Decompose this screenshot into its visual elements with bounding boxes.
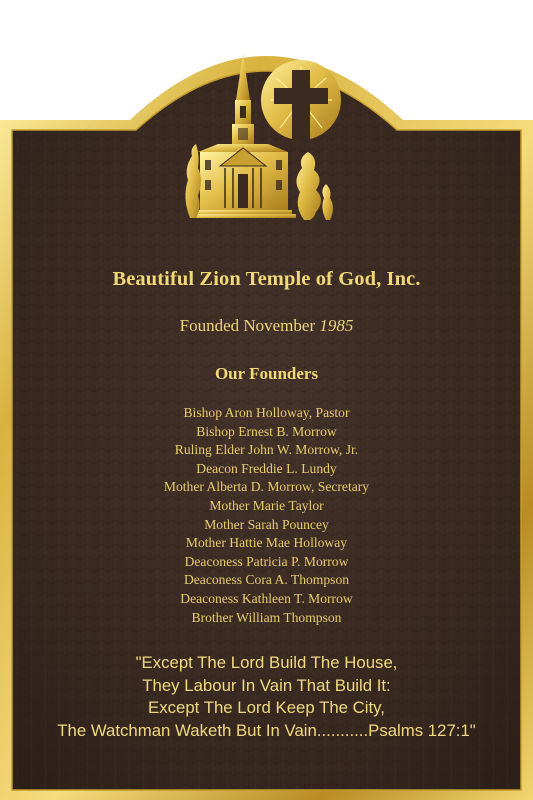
verse-line: "Except The Lord Build The House, [135, 653, 398, 672]
verse-line: The Watchman Waketh But In Vain...........Psalms 127:1" [57, 720, 476, 740]
founder-name: Mother Marie Taylor [209, 497, 324, 513]
founder-name: Deacon Freddie L. Lundy [196, 460, 337, 476]
verse-line: They Labour In Vain That Build It: [142, 675, 391, 695]
founder-name: Deaconess Patricia P. Morrow [184, 553, 349, 569]
church-name-title: Beautiful Zion Temple of God, Inc. [112, 268, 421, 290]
founder-name: Mother Hattie Mae Holloway [185, 535, 348, 551]
founder-name: Mother Sarah Pouncey [204, 516, 329, 532]
founder-name: Brother William Thompson [191, 609, 342, 625]
founder-name: Deaconess Kathleen T. Morrow [180, 590, 353, 606]
founder-name: Mother Alberta D. Morrow, Secretary [163, 479, 370, 495]
founders-list [0, 404, 533, 627]
founder-name: Ruling Elder John W. Morrow, Jr. [174, 442, 359, 458]
founder-name: Bishop Aron Holloway, Pastor [183, 405, 350, 420]
scripture-verse [0, 652, 533, 742]
founder-name: Bishop Ernest B. Morrow [196, 423, 337, 439]
founders-heading: Our Founders [214, 364, 319, 383]
founder-name: Deaconess Cora A. Thompson [183, 572, 350, 588]
founded-date [0, 316, 533, 336]
church-with-cross-icon [180, 48, 355, 228]
verse-line: Except The Lord Keep The City, [148, 698, 385, 717]
founded-year: 1985 [319, 316, 354, 335]
founded-label: Founded November [179, 316, 316, 335]
